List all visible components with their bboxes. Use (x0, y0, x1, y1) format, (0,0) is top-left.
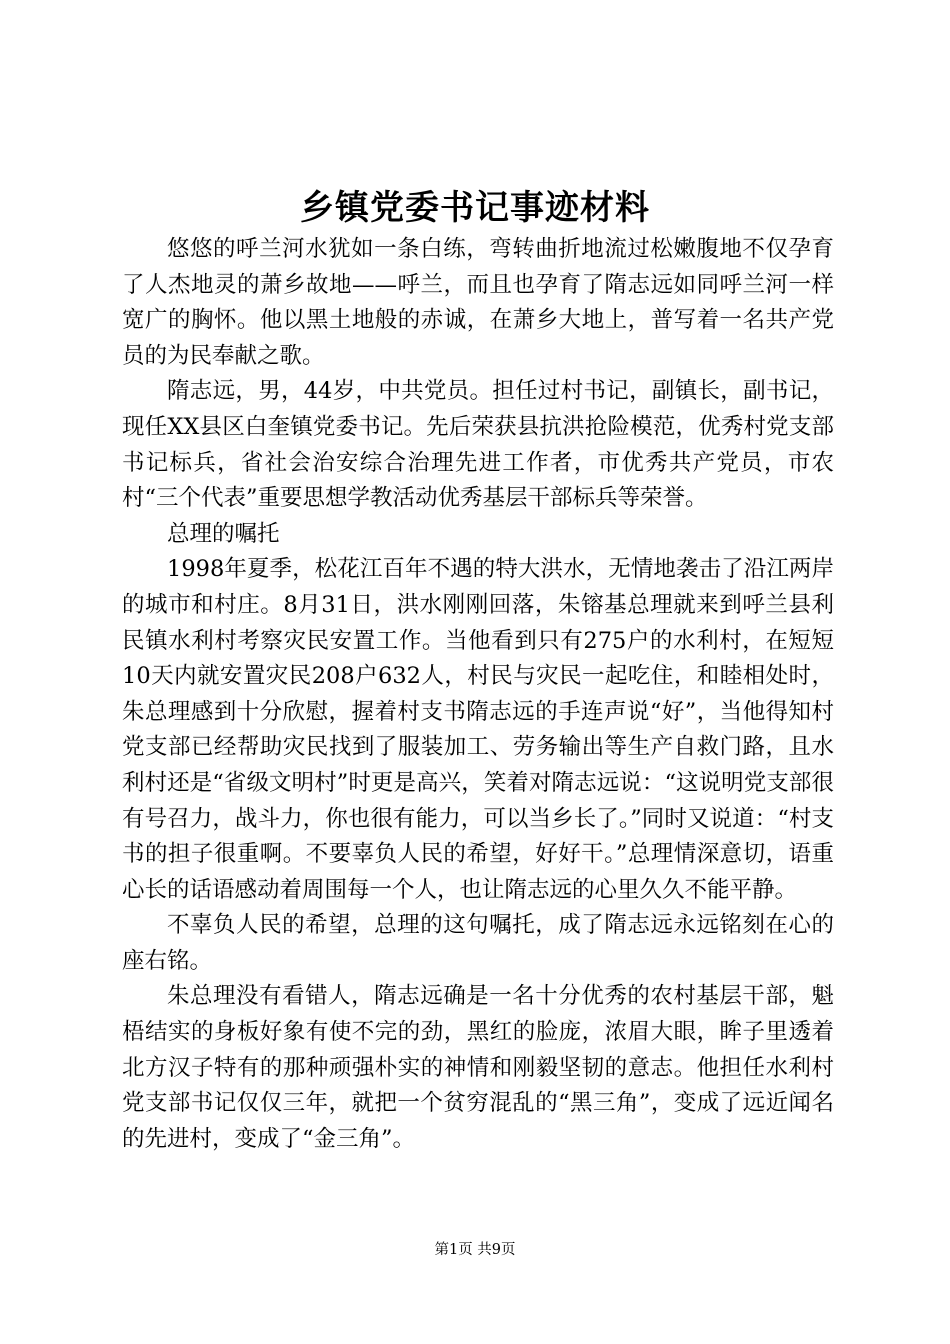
paragraph-flood: 1998年夏季，松花江百年不遇的特大洪水，无情地袭击了沿江两岸的城市和村庄。8月31日，洪水刚刚回落，朱镕基总理就来到呼兰县利民镇水利村考察灾民安置工作。当他看到只有275户的水利村，在短短10天内就安置灾民208户632人，村民与灾民一起吃住，和睦相处时，朱总理感到十分欣慰，握着村支书隋志远的手连声说“好”，当他得知村党支部已经帮助灾民找到了服装加工、劳务输出等生产自救门路，且水利村还是“省级文明村”时更是高兴，笑着对隋志远说：“这说明党支部很有号召力，战斗力，你也很有能力，可以当乡长了。”同时又说道：“村支书的担子很重啊。不要辜负人民的希望，好好干。”总理情深意切，语重心长的话语感动着周围每一个人，也让隋志远的心里久久不能平静。 (122, 556, 834, 903)
paragraph-profile: 隋志远，男，44岁，中共党员。担任过村书记，副镇长，副书记，现任XX县区白奎镇党委书记。先后荣获县抗洪抢险模范，优秀村党支部书记标兵，省社会治安综合治理先进工作者，市优秀共产党员，市农村“三个代表”重要思想学教活动优秀基层干部标兵等荣誉。 (122, 378, 834, 512)
page-number-footer: 第1页 共9页 (434, 1242, 516, 1258)
document-body (122, 232, 834, 1157)
paragraph-motto: 不辜负人民的希望，总理的这句嘱托，成了隋志远永远铭刻在心的座右铭。 (122, 912, 834, 974)
section-heading: 总理的嘱托 (167, 520, 280, 547)
paragraph-intro: 悠悠的呼兰河水犹如一条白练，弯转曲折地流过松嫩腹地不仅孕育了人杰地灵的萧乡故地——呼兰，而且也孕育了隋志远如同呼兰河一样宽广的胸怀。他以黑土地般的赤诚，在萧乡大地上，普写着一名共产党员的为民奉献之歌。 (122, 236, 834, 369)
document-title: 乡镇党委书记事迹材料 (300, 188, 650, 228)
paragraph-achievement: 朱总理没有看错人，隋志远确是一名十分优秀的农村基层干部，魁梧结实的身板好象有使不完的劲，黑红的脸庞，浓眉大眼，眸子里透着北方汉子特有的那种顽强朴实的神情和刚毅坚韧的意志。他担任水利村党支部书记仅仅三年，就把一个贫穷混乱的“黑三角”，变成了远近闻名的先进村，变成了“金三角”。 (122, 983, 834, 1152)
